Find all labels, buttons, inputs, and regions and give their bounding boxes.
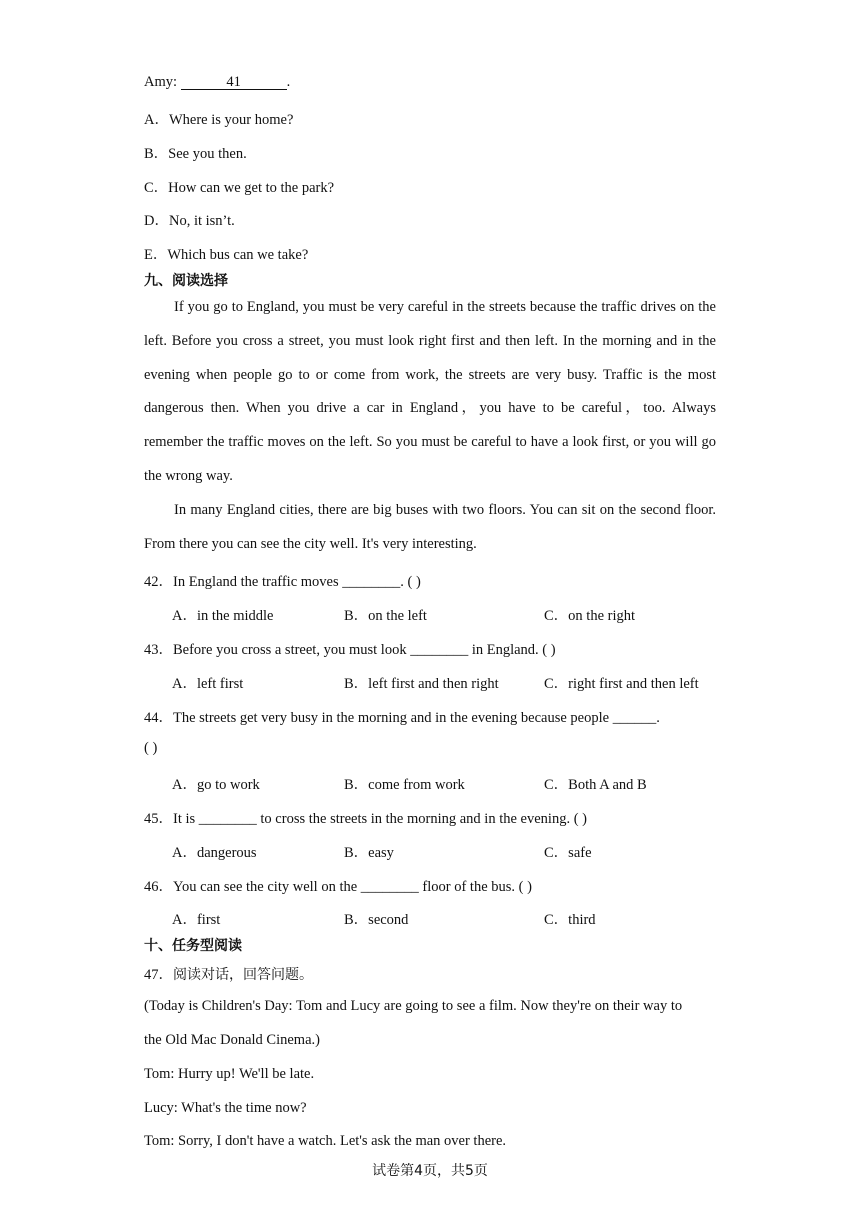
question-47-instruction: 阅读对话，回答问题。 [173, 967, 313, 983]
q42-option-a: A．in the middle [172, 608, 274, 624]
question-44: 44．The streets get very busy in the morning and in the evening because people ______. [144, 710, 660, 726]
q43-option-c: C．right first and then left [544, 676, 699, 692]
dialogue-line-3: Tom: Hurry up! We'll be late. [144, 1066, 315, 1082]
dialog-option-b: B．See you then. [144, 146, 247, 162]
dialog-option-c: C．How can we get to the park? [144, 180, 335, 196]
question-47-number: 47． [144, 967, 173, 983]
dialog-option-a: A．Where is your home? [144, 112, 294, 128]
question-45: 45．It is ________ to cross the streets in the morning and in the evening. ( ) [144, 811, 587, 827]
page-footer: 试卷第4页，共5页 [372, 1163, 488, 1179]
question-42: 42．In England the traffic moves ________. ( ) [144, 574, 421, 590]
question-43: 43．Before you cross a street, you must look ________ in England. ( ) [144, 642, 556, 658]
dialogue-line-4: Lucy: What's the time now? [144, 1100, 307, 1116]
dialogue-line-5: Tom: Sorry, I don't have a watch. Let's ask the man over there. [144, 1133, 507, 1149]
q43-option-b: B．left first and then right [344, 676, 499, 692]
answer-blank: 41 [181, 75, 287, 90]
dialog-option-d: D．No, it isn’t. [144, 213, 235, 229]
question-44-bracket: ( ) [144, 740, 158, 756]
q45-option-a: A．dangerous [172, 845, 257, 861]
dialogue-line-1: (Today is Children's Day: Tom and Lucy are going to see a film. Now they're on their way to [144, 998, 683, 1014]
q46-option-b: B．second [344, 912, 409, 928]
question-46: 46．You can see the city well on the ________ floor of the bus. ( ) [144, 879, 532, 895]
q45-option-b: B．easy [344, 845, 394, 861]
section-title-task-reading: 十、任务型阅读 [144, 938, 242, 954]
q46-option-a: A．first [172, 912, 221, 928]
q44-option-b: B．come from work [344, 777, 465, 793]
amy-line: Amy: 41 . [144, 74, 291, 90]
q44-option-c: C．Both A and B [544, 777, 647, 793]
q45-option-c: C．safe [544, 845, 592, 861]
dialogue-line-2: the Old Mac Donald Cinema.) [144, 1032, 320, 1048]
dialog-option-e: E．Which bus can we take? [144, 247, 309, 263]
q44-option-a: A．go to work [172, 777, 260, 793]
q42-option-b: B．on the left [344, 608, 427, 624]
q42-option-c: C．on the right [544, 608, 636, 624]
q43-option-a: A．left first [172, 676, 244, 692]
q46-option-c: C．third [544, 912, 596, 928]
reading-paragraph-2: In many England cities, there are big buses with two floors. You can sit on the second floor. From there you can see the city well. It's very interesting. [144, 502, 716, 552]
reading-paragraph-1: If you go to England, you must be very careful in the streets because the traffic drives on the left. Before you cross a street, you must look right first and then left. In the morning and in the evening when people go to or come from work, the streets are very busy. Traffic is the most dangerous then. When you drive a car in England，you have to be careful，too. Always remember the traffic moves on the left. So you must be careful to have a look first, or you will go the wrong way. [144, 299, 716, 484]
section-title-reading: 九、阅读选择 [144, 273, 228, 289]
question-47 [144, 963, 313, 984]
speaker-label: Amy: [144, 74, 178, 90]
